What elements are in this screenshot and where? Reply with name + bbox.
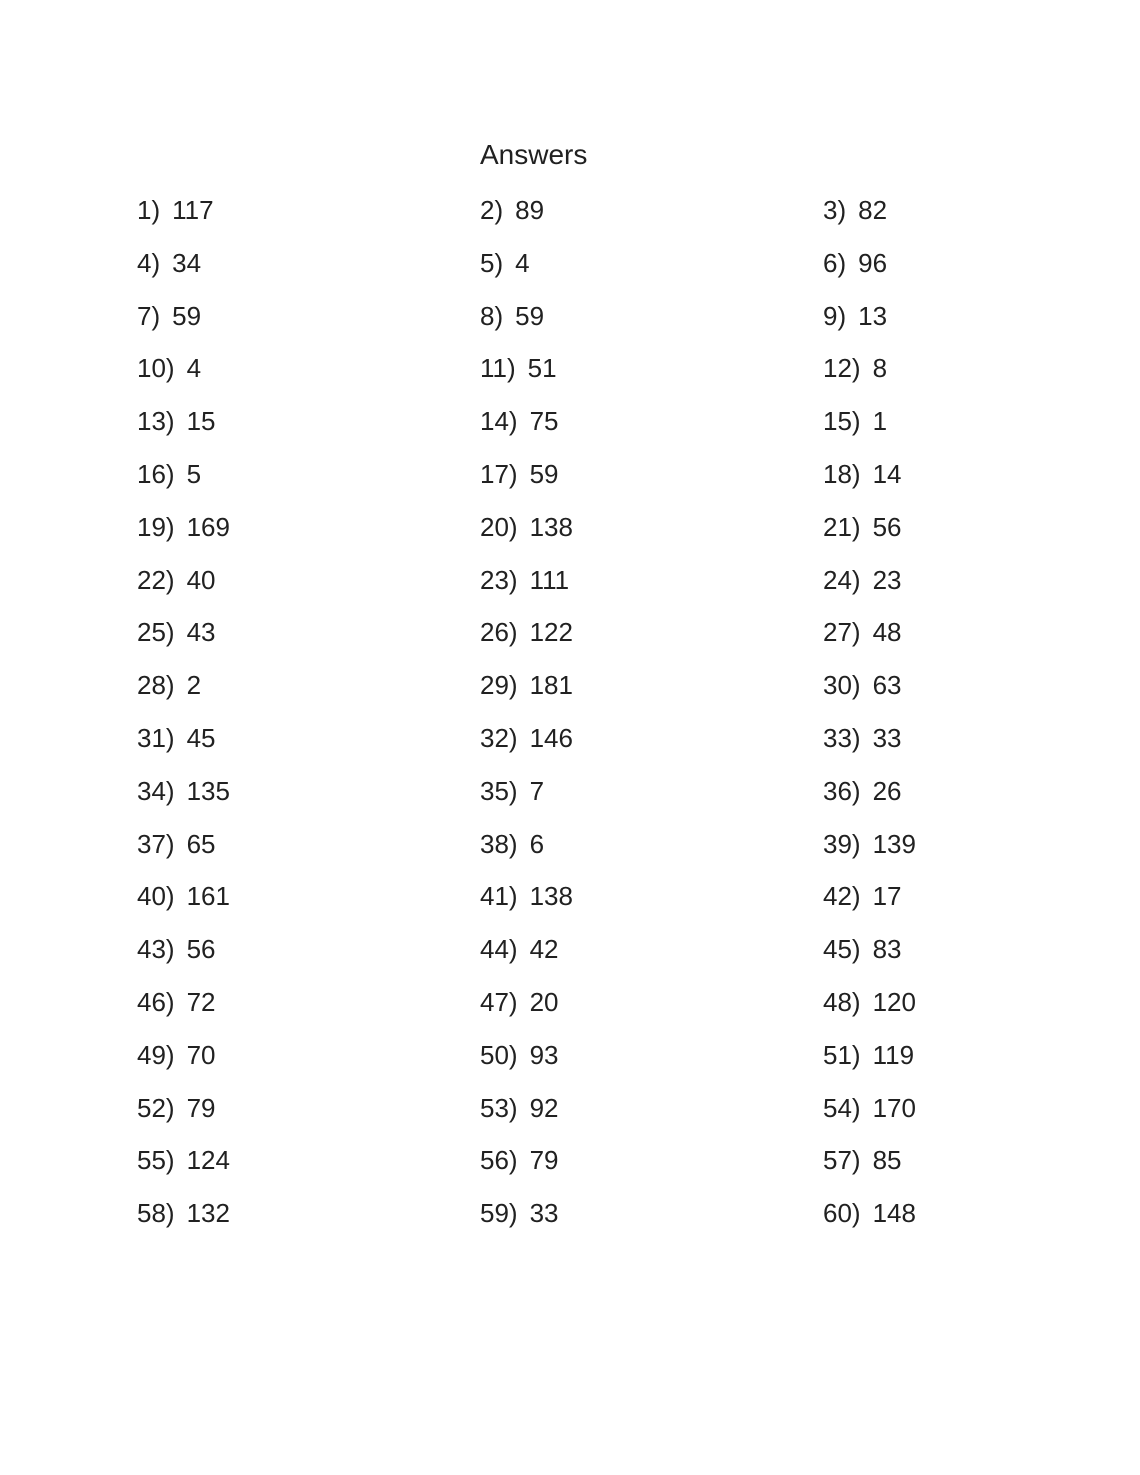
answer-value: 42 — [529, 934, 559, 965]
answer-number: 55) — [137, 1145, 175, 1176]
answer-number: 26) — [480, 617, 518, 648]
answer-item — [823, 976, 1140, 1029]
answer-item — [480, 290, 823, 343]
answer-value: 146 — [529, 722, 573, 753]
answer-item — [480, 606, 823, 659]
answer-number: 35) — [480, 775, 518, 806]
answer-number: 47) — [480, 986, 518, 1017]
answer-item — [137, 184, 480, 237]
answer-value: 4 — [186, 353, 202, 384]
answer-item — [480, 1082, 823, 1135]
answer-value: 17 — [872, 881, 902, 912]
answer-item — [823, 184, 1140, 237]
answer-value: 65 — [186, 828, 216, 859]
answer-item — [823, 554, 1140, 607]
answer-number: 60) — [823, 1198, 861, 1229]
answer-value: 117 — [172, 195, 214, 225]
answer-value: 63 — [872, 670, 902, 701]
answer-value: 89 — [515, 195, 545, 225]
answer-number: 24) — [823, 564, 861, 595]
answer-value: 139 — [872, 828, 916, 859]
answer-value: 148 — [872, 1198, 916, 1229]
answer-number: 32) — [480, 722, 518, 753]
answer-number: 52) — [137, 1092, 175, 1123]
answer-value: 43 — [186, 617, 216, 648]
answer-number: 12) — [823, 353, 861, 384]
answer-number: 3) — [823, 195, 847, 225]
answer-value: 135 — [186, 775, 230, 806]
answer-number: 44) — [480, 934, 518, 965]
answer-value: 72 — [186, 986, 216, 1017]
answer-item — [480, 501, 823, 554]
answer-item — [480, 870, 823, 923]
answer-item — [137, 290, 480, 343]
answer-item — [823, 395, 1140, 448]
answer-value: 20 — [529, 986, 559, 1017]
answer-item — [480, 923, 823, 976]
answer-value: 119 — [872, 1039, 915, 1070]
answer-value: 161 — [186, 881, 230, 912]
answer-value: 132 — [186, 1198, 230, 1229]
answer-item — [137, 395, 480, 448]
answer-number: 46) — [137, 986, 175, 1017]
answer-number: 56) — [480, 1145, 518, 1176]
answer-number: 39) — [823, 828, 861, 859]
answer-number: 42) — [823, 881, 861, 912]
answer-value: 124 — [186, 1145, 230, 1176]
answer-number: 50) — [480, 1039, 518, 1070]
answer-number: 54) — [823, 1092, 861, 1123]
answer-item — [137, 870, 480, 923]
answer-item — [823, 923, 1140, 976]
answer-number: 53) — [480, 1092, 518, 1123]
answer-item — [137, 765, 480, 818]
answer-number: 58) — [137, 1198, 175, 1229]
answer-number: 40) — [137, 881, 175, 912]
answer-item — [137, 606, 480, 659]
answer-item — [823, 818, 1140, 871]
answer-number: 59) — [480, 1198, 518, 1229]
answer-value: 111 — [529, 564, 570, 595]
answer-value: 70 — [186, 1039, 216, 1070]
answer-item — [480, 554, 823, 607]
answer-item — [137, 448, 480, 501]
answer-value: 122 — [529, 617, 573, 648]
answer-number: 18) — [823, 458, 861, 489]
answer-item — [480, 976, 823, 1029]
answer-number: 19) — [137, 511, 175, 542]
answer-item — [137, 554, 480, 607]
answer-number: 34) — [137, 775, 175, 806]
answer-item — [823, 712, 1140, 765]
answer-value: 93 — [529, 1039, 559, 1070]
answer-number: 2) — [480, 195, 504, 225]
answer-number: 38) — [480, 828, 518, 859]
answer-item — [823, 870, 1140, 923]
answer-value: 33 — [872, 722, 902, 753]
answer-number: 8) — [480, 300, 504, 331]
answer-item — [137, 923, 480, 976]
answer-item — [137, 976, 480, 1029]
answer-value: 82 — [858, 195, 888, 225]
answer-number: 45) — [823, 934, 861, 965]
answer-item — [137, 659, 480, 712]
answer-number: 41) — [480, 881, 518, 912]
answer-number: 31) — [137, 722, 175, 753]
answer-item — [823, 1082, 1140, 1135]
answer-item — [823, 342, 1140, 395]
answer-number: 48) — [823, 986, 861, 1017]
answer-value: 51 — [527, 353, 557, 384]
answer-item — [137, 1187, 480, 1240]
answer-value: 75 — [529, 406, 559, 437]
answer-item — [137, 342, 480, 395]
answer-item — [137, 237, 480, 290]
answer-number: 49) — [137, 1039, 175, 1070]
answer-value: 92 — [529, 1092, 559, 1123]
answer-item — [480, 184, 823, 237]
answer-value: 6 — [529, 828, 545, 859]
answer-item — [137, 1134, 480, 1187]
answers-grid — [137, 184, 1140, 1240]
answer-number: 1) — [137, 195, 161, 225]
answer-item — [823, 659, 1140, 712]
answer-value: 33 — [529, 1198, 559, 1229]
answer-item — [823, 765, 1140, 818]
answer-value: 23 — [872, 564, 902, 595]
answer-value: 15 — [186, 406, 216, 437]
answer-number: 37) — [137, 828, 175, 859]
answer-item — [480, 818, 823, 871]
answer-item — [137, 1082, 480, 1135]
answer-number: 43) — [137, 934, 175, 965]
answer-item — [823, 448, 1140, 501]
answer-number: 51) — [823, 1039, 861, 1070]
answer-item — [823, 1187, 1140, 1240]
answer-number: 17) — [480, 458, 518, 489]
answer-number: 14) — [480, 406, 518, 437]
answer-number: 20) — [480, 511, 518, 542]
answer-value: 138 — [529, 511, 573, 542]
answer-value: 2 — [186, 670, 202, 701]
answer-item — [480, 1134, 823, 1187]
answer-item — [480, 342, 823, 395]
answer-number: 30) — [823, 670, 861, 701]
answer-number: 6) — [823, 247, 847, 278]
answer-value: 181 — [529, 670, 573, 701]
answer-number: 29) — [480, 670, 518, 701]
answer-number: 57) — [823, 1145, 861, 1176]
answer-number: 25) — [137, 617, 175, 648]
answer-value: 96 — [858, 247, 888, 278]
answer-item — [480, 765, 823, 818]
answer-item — [137, 501, 480, 554]
answer-value: 83 — [872, 934, 902, 965]
answer-value: 79 — [529, 1145, 559, 1176]
answer-value: 169 — [186, 511, 230, 542]
answer-number: 9) — [823, 300, 847, 331]
answer-number: 23) — [480, 564, 518, 595]
answer-value: 138 — [529, 881, 573, 912]
answer-item — [823, 290, 1140, 343]
answer-number: 33) — [823, 722, 861, 753]
answer-value: 4 — [515, 247, 530, 278]
answer-value: 5 — [186, 458, 202, 489]
answer-item — [823, 237, 1140, 290]
answer-item — [480, 237, 823, 290]
answer-number: 22) — [137, 564, 175, 595]
answer-item — [823, 1029, 1140, 1082]
answer-value: 1 — [872, 406, 888, 437]
answer-number: 21) — [823, 511, 861, 542]
answer-item — [823, 1134, 1140, 1187]
answer-value: 48 — [872, 617, 902, 648]
answer-item — [480, 448, 823, 501]
answer-item — [137, 712, 480, 765]
answer-value: 59 — [515, 300, 545, 331]
answer-item — [823, 501, 1140, 554]
answer-value: 170 — [872, 1092, 916, 1123]
page-title: Answers — [480, 139, 588, 170]
answer-value: 34 — [172, 247, 202, 278]
answer-number: 28) — [137, 670, 175, 701]
answer-value: 8 — [872, 353, 888, 384]
answer-number: 16) — [137, 458, 175, 489]
answer-value: 26 — [872, 775, 902, 806]
answer-value: 59 — [172, 300, 202, 331]
answer-number: 36) — [823, 775, 861, 806]
answer-value: 45 — [186, 722, 216, 753]
answer-number: 4) — [137, 247, 161, 278]
answer-number: 7) — [137, 300, 161, 331]
answer-number: 5) — [480, 247, 504, 278]
answer-value: 7 — [529, 775, 545, 806]
answer-value: 56 — [186, 934, 216, 965]
answer-item — [480, 1029, 823, 1082]
answer-value: 59 — [529, 458, 559, 489]
answer-item — [480, 712, 823, 765]
answer-number: 11) — [480, 353, 516, 384]
answer-number: 27) — [823, 617, 861, 648]
answer-item — [480, 1187, 823, 1240]
answer-item — [480, 395, 823, 448]
answer-item — [480, 659, 823, 712]
answer-item — [823, 606, 1140, 659]
answer-value: 40 — [186, 564, 216, 595]
answer-number: 10) — [137, 353, 175, 384]
answer-value: 79 — [186, 1092, 216, 1123]
answer-number: 13) — [137, 406, 175, 437]
answer-number: 15) — [823, 406, 861, 437]
answer-value: 120 — [872, 986, 916, 1017]
answer-value: 13 — [858, 300, 888, 331]
answer-value: 14 — [872, 458, 902, 489]
answer-item — [137, 1029, 480, 1082]
answer-value: 85 — [872, 1145, 902, 1176]
answer-value: 56 — [872, 511, 902, 542]
answer-item — [137, 818, 480, 871]
